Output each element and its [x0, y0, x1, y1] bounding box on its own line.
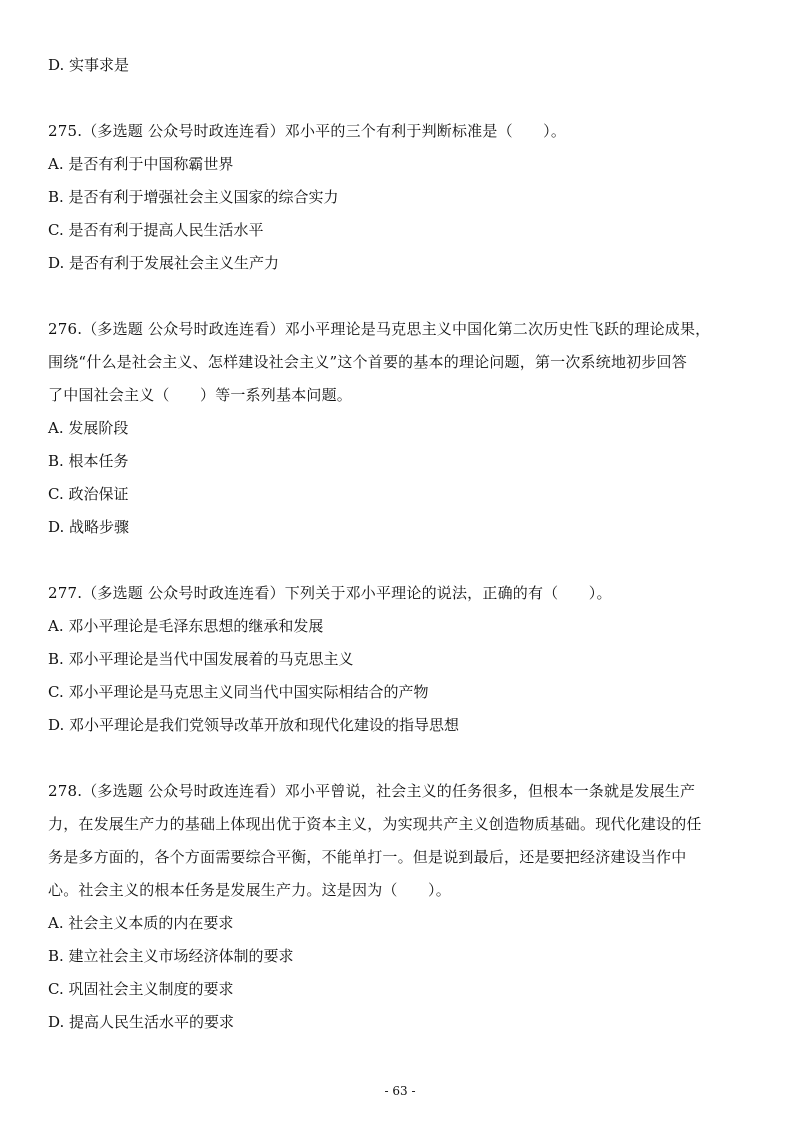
option-c: C. 是否有利于提高人民生活水平 [48, 221, 264, 239]
option-d: D. 战略步骤 [48, 518, 130, 536]
option-b: B. 邓小平理论是当代中国发展着的马克思主义 [48, 650, 354, 668]
option-a: A. 邓小平理论是毛泽东思想的继承和发展 [48, 617, 324, 635]
option-c: C. 政治保证 [48, 485, 129, 503]
option-a: A. 发展阶段 [48, 419, 129, 437]
option-c: C. 巩固社会主义制度的要求 [48, 980, 234, 998]
option-d: D. 是否有利于发展社会主义生产力 [48, 254, 280, 272]
option-d: D. 邓小平理论是我们党领导改革开放和现代化建设的指导思想 [48, 716, 460, 734]
question-stem-line: 心。社会主义的根本任务是发展生产力。这是因为（ ）。 [48, 881, 451, 899]
option-b: B. 建立社会主义市场经济体制的要求 [48, 947, 294, 965]
question-stem-line: 278.（多选题 公众号时政连连看）邓小平曾说，社会主义的任务很多，但根本一条就是发展生产 [48, 782, 696, 800]
page-number: - 63 - [384, 1084, 416, 1098]
option-d-prev: D. 实事求是 [48, 56, 130, 74]
option-b: B. 根本任务 [48, 452, 129, 470]
question-stem: 277.（多选题 公众号时政连连看）下列关于邓小平理论的说法，正确的有（ ）。 [48, 584, 612, 602]
question-stem-line: 力，在发展生产力的基础上体现出优于资本主义，为实现共产主义创造物质基础。现代化建设的任 [48, 815, 702, 833]
option-d: D. 提高人民生活水平的要求 [48, 1013, 235, 1031]
question-stem-line: 276.（多选题 公众号时政连连看）邓小平理论是马克思主义中国化第二次历史性飞跃的理论成果， [48, 320, 711, 338]
question-stem: 275.（多选题 公众号时政连连看）邓小平的三个有利于判断标准是（ ）。 [48, 122, 567, 140]
option-c: C. 邓小平理论是马克思主义同当代中国实际相结合的产物 [48, 683, 429, 701]
option-b: B. 是否有利于增强社会主义国家的综合实力 [48, 188, 339, 206]
option-a: A. 社会主义本质的内在要求 [48, 914, 234, 932]
question-stem-line: 了中国社会主义（ ）等一系列基本问题。 [48, 386, 353, 404]
option-a: A. 是否有利于中国称霸世界 [48, 155, 234, 173]
question-stem-line: 围绕“什么是社会主义、怎样建设社会主义”这个首要的基本的理论问题，第一次系统地初步回答 [48, 353, 687, 371]
question-stem-line: 务是多方面的，各个方面需要综合平衡，不能单打一。但是说到最后，还是要把经济建设当作中 [48, 848, 687, 866]
